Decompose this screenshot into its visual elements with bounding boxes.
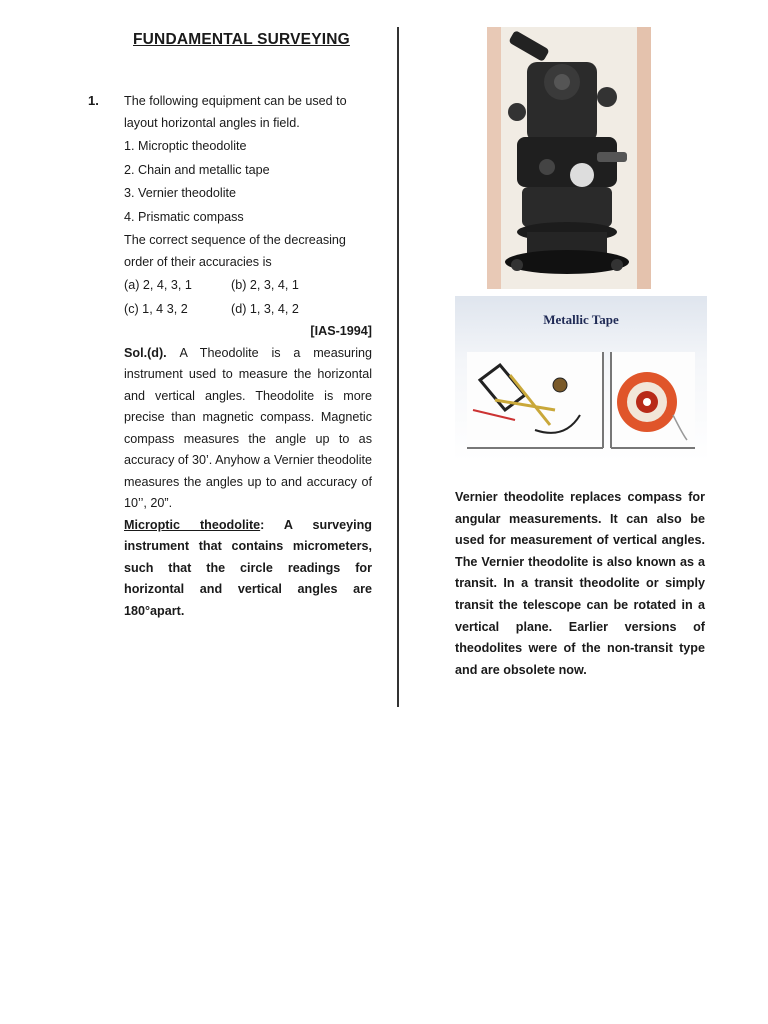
- microptic-term: Microptic theodolite: [124, 517, 261, 532]
- option-c: (c) 1, 4 3, 2: [124, 301, 188, 316]
- question-item-4: 4. Prismatic compass: [124, 209, 244, 224]
- options-row-1: [124, 275, 372, 297]
- page-title: FUNDAMENTAL SURVEYING: [133, 31, 350, 48]
- theodolite-photo: [487, 27, 651, 289]
- exam-source: [IAS-1994]: [310, 324, 372, 338]
- solution-text: A Theodolite is a measuring instrument used to measure the horizontal and vertical angles. Theodolite is more precise than magnetic compass. Magnetic compass measures the angle up to as accuracy of 30’. Anyhow a Vernier theodolite measures the angles up to and accuracy of 10’’, 20”.: [124, 345, 372, 510]
- microptic-text: A surveying instrument that contains micrometers, such that the circle readings for horizontal and vertical angles are 180°apart.: [124, 517, 372, 618]
- question-column: [124, 91, 372, 622]
- question-number: 1.: [88, 93, 99, 108]
- option-b: (b) 2, 3, 4, 1: [231, 278, 299, 292]
- option-d: (d) 1, 3, 4, 2: [231, 301, 299, 316]
- microptic-paragraph: [124, 515, 372, 623]
- question-stem: The following equipment can be used to layout horizontal angles in field.: [124, 94, 347, 130]
- right-paragraph: Vernier theodolite replaces compass for angular measurements. It can also be used for measurement of vertical angles. The Vernier theodolite is also known as a transit. In a transit theodolite or simply transit the telescope can be rotated in a vertical plane. Earlier versions of theodolites were of the non-transit type and are obsolete now.: [455, 490, 705, 677]
- question-item-3: 3. Vernier theodolite: [124, 186, 237, 200]
- theodolite-illustration: [487, 27, 651, 289]
- question-item-2: 2. Chain and metallic tape: [124, 162, 270, 177]
- solution-paragraph: [124, 343, 372, 515]
- question-item-1: 1. Microptic theodolite: [124, 139, 247, 153]
- column-divider: [397, 27, 399, 707]
- metallic-tape-illustration: [455, 340, 707, 458]
- solution-label: Sol.(d).: [124, 345, 167, 360]
- microptic-colon: :: [260, 517, 265, 532]
- question-prompt: The correct sequence of the decreasing order of their accuracies is: [124, 233, 346, 269]
- options-row-2: [124, 299, 372, 321]
- option-a: (a) 2, 4, 3, 1: [124, 278, 192, 292]
- metallic-tape-title: Metallic Tape: [543, 312, 619, 327]
